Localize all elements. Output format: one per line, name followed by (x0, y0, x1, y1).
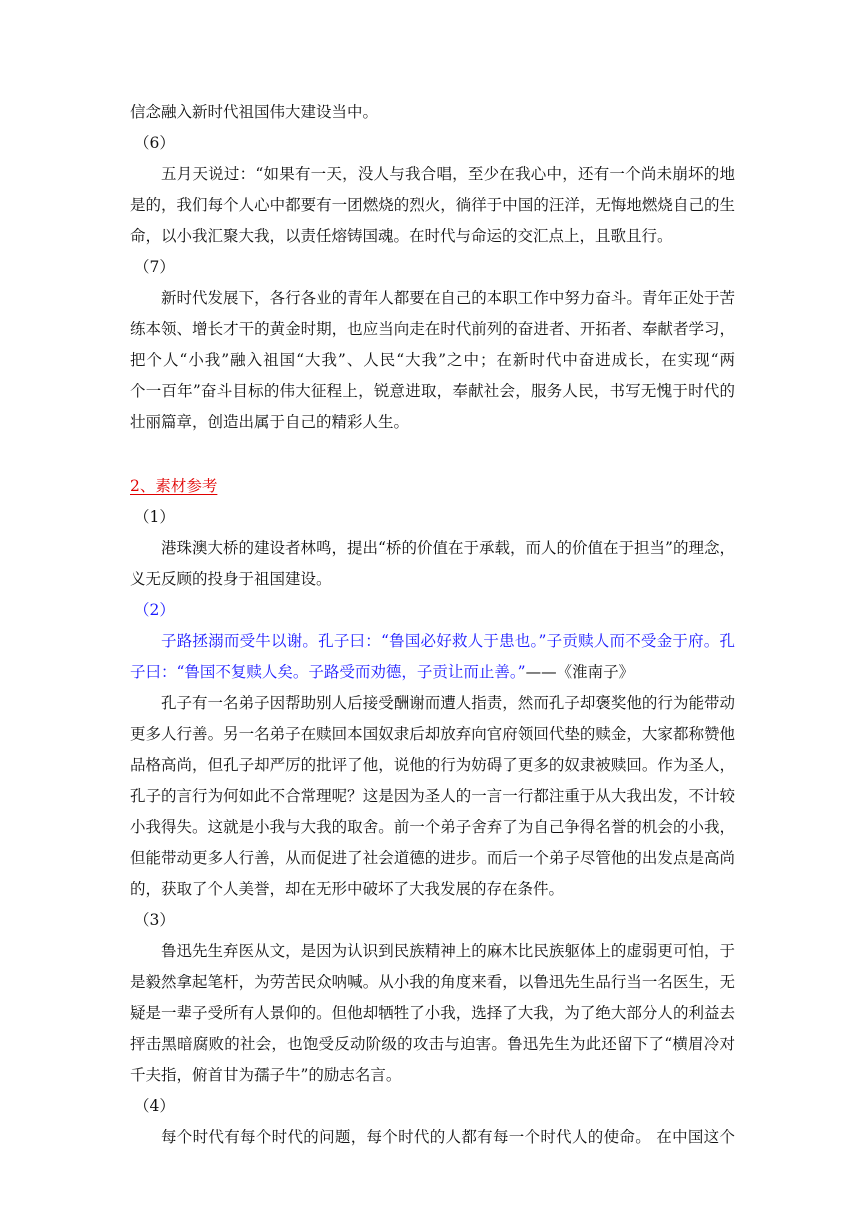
section-spacer (130, 438, 735, 471)
paragraph-line: 但能带动更多人行善，从而促进了社会道德的进步。而后一个弟子尽管他的出发点是高尚 (130, 849, 735, 867)
paragraph-line: 的，获取了个人美誉，却在无形中破坏了大我发展的存在条件。 (130, 880, 565, 898)
paragraph-line: 港珠澳大桥的建设者林鸣，提出“桥的价值在于承载，而人的价值在于担当”的理念， (161, 539, 735, 557)
paragraph-line: 孔子有一名弟子因帮助别人后接受酬谢而遭人指责，然而孔子却褒奖他的行为能带动 (161, 694, 735, 712)
paragraph-line: 疑是一辈子受所有人景仰的。但他却牺牲了小我，选择了大我，为了绝大部分人的利益去 (130, 1004, 735, 1022)
paragraph-line: 义无反顾的投身于祖国建设。 (130, 570, 332, 588)
quote-source: ——《淮南子》 (525, 663, 635, 681)
quote-line: 子路拯溺而受牛以谢。孔子曰：“鲁国必好救人于患也。”子贡赎人而不受金于府。孔 (161, 632, 735, 650)
paragraph-line: 小我得失。这就是小我与大我的取舍。前一个弟子舍弃了为自己争得名誉的机会的小我， (130, 818, 735, 836)
material-label-4: （4） (134, 1097, 175, 1115)
section-heading: 2、素材参考 (130, 477, 218, 495)
paragraph-line: 五月天说过：“如果有一天，没人与我合唱，至少在我心中，还有一个尚未崩坏的地 (161, 165, 735, 183)
paragraph-line: 新时代发展下，各行各业的青年人都要在自己的本职工作中努力奋斗。青年正处于苦 (161, 289, 735, 307)
paragraph-line: 鲁迅先生弃医从文，是因为认识到民族精神上的麻木比民族躯体上的虚弱更可怕，于 (161, 942, 735, 960)
paragraph-line: 个一百年”奋斗目标的伟大征程上，锐意进取，奉献社会，服务人民，书写无愧于时代的 (130, 382, 735, 400)
item-label-7: （7） (134, 258, 175, 276)
paragraph-line: 孔子的言行为何如此不合常理呢？这是因为圣人的一言一行都注重于从大我出发，不计较 (130, 787, 735, 805)
quote-text: 子曰：“鲁国不复赎人矣。子路受而劝德，子贡让而止善。” (130, 663, 526, 681)
paragraph-line: 抨击黑暗腐败的社会，也饱受反动阶级的攻击与迫害。鲁迅先生为此还留下了“横眉冷对 (130, 1035, 735, 1053)
paragraph-line: 千夫指，俯首甘为孺子牛”的励志名言。 (130, 1066, 402, 1084)
paragraph-line: 是毅然拿起笔杆，为劳苦民众呐喊。从小我的角度来看，以鲁迅先生品行当一名医生，无 (130, 973, 735, 991)
paragraph-line: 命，以小我汇聚大我，以责任熔铸国魂。在时代与命运的交汇点上，且歌且行。 (130, 227, 673, 245)
material-label-1: （1） (134, 508, 175, 526)
item-label-6: （6） (134, 134, 175, 152)
paragraph-line: 把个人“小我”融入祖国“大我”、人民“大我”之中；在新时代中奋进成长，在实现“两 (130, 351, 735, 369)
paragraph-line: 是的，我们每个人心中都要有一团燃烧的烈火，徜徉于中国的汪洋，无悔地燃烧自己的生 (130, 196, 735, 214)
paragraph-line: 壮丽篇章，创造出属于自己的精彩人生。 (130, 413, 410, 431)
quote-line-with-source (130, 657, 735, 688)
document-page (130, 97, 735, 1153)
paragraph-line: 更多人行善。另一名弟子在赎回本国奴隶后却放弃向官府领回代垫的赎金，大家都称赞他 (130, 725, 735, 743)
material-label-2: （2） (134, 601, 175, 619)
paragraph-line: 信念融入新时代祖国伟大建设当中。 (130, 103, 379, 121)
paragraph-line: 练本领、增长才干的黄金时期，也应当向走在时代前列的奋进者、开拓者、奉献者学习， (130, 320, 735, 338)
paragraph-line: 品格高尚，但孔子却严厉的批评了他，说他的行为妨碍了更多的奴隶被赎回。作为圣人， (130, 756, 735, 774)
material-label-3: （3） (134, 911, 175, 929)
paragraph-line: 每个时代有每个时代的问题，每个时代的人都有每一个时代人的使命。 在中国这个 (161, 1128, 735, 1146)
